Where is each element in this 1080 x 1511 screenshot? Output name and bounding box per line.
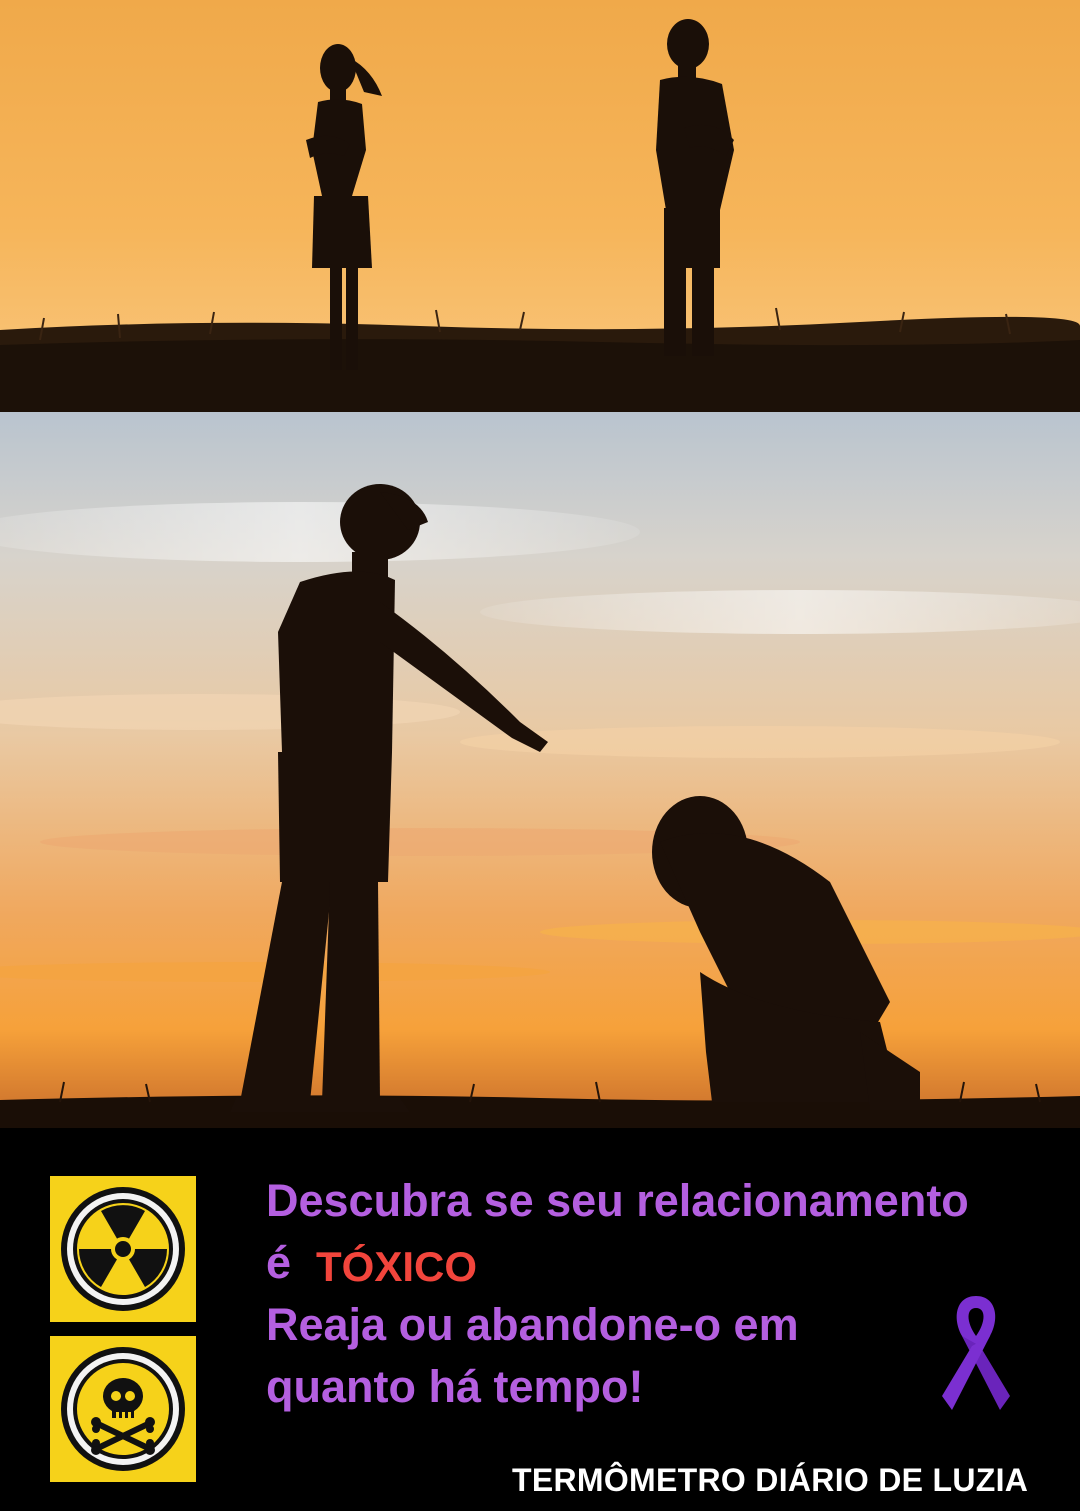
radiation-icon <box>50 1176 196 1322</box>
headline-line-1: Descubra se seu relacionamento <box>266 1175 969 1226</box>
top-photo-couple-silhouettes <box>0 0 1080 412</box>
awareness-ribbon-icon <box>940 1288 1012 1414</box>
headline-line-3: Reaja ou abandone-o em <box>266 1299 799 1350</box>
footer-credit: TERMÔMETRO DIÁRIO DE LUZIA <box>512 1462 1029 1498</box>
headline-toxic-highlight: TÓXICO <box>316 1243 478 1290</box>
skull-crossbones-icon <box>50 1336 196 1482</box>
headline-line-2-prefix: é <box>266 1237 292 1288</box>
bottom-photo-pointing-silhouettes <box>0 412 1080 1130</box>
headline-line-4: quanto há tempo! <box>266 1361 644 1412</box>
